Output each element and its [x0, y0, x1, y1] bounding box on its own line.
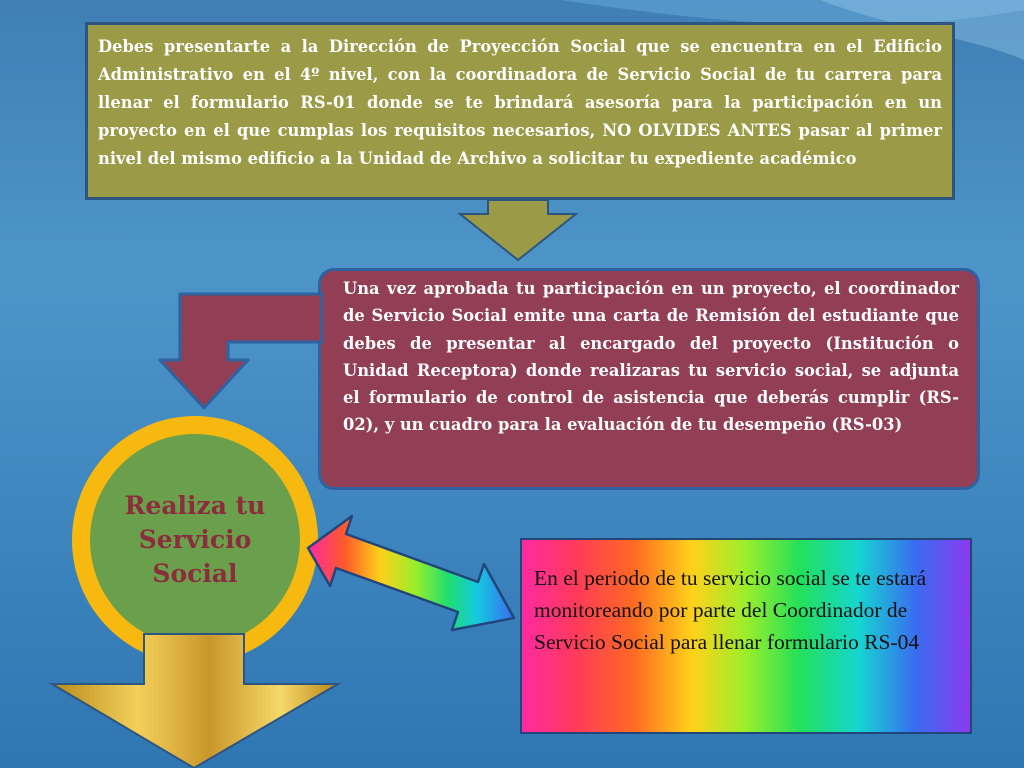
- service-circle-text: [125, 489, 266, 591]
- step2-text: Una vez aprobada tu participación en un proyecto, el coordinador de Servicio Social emite una carta de Remisión del estudiante que debes de presentar al encargado del proyecto (Institución o Unidad Receptora) donde realizaras tu servicio social, se adjunta el formulario de control de asistencia que deberás cumplir (RS-02), y un cuadro para la evaluación de tu desempeño (RS-03): [343, 279, 959, 435]
- step3-text-box: [520, 538, 972, 734]
- step1-text-box: [85, 22, 955, 200]
- circle-line-2: Servicio: [138, 525, 252, 554]
- bent-arrow-maroon: [158, 290, 324, 412]
- rainbow-double-arrow: [300, 512, 520, 642]
- step3-text: En el periodo de tu servicio social se te estará monitoreando por parte del Coordinador de Servicio Social para llenar formulario RS-04: [534, 566, 927, 654]
- step1-text: Debes presentarte a la Dirección de Proyección Social que se encuentra en el Edificio Administrativo en el 4º nivel, con la coordinadora de Servicio Social de tu carrera para llenar el formulario RS-01 donde se te brindará asesoría para la participación en un proyecto en el que cumplas los requisitos necesarios, NO OLVIDES ANTES pasar al primer nivel del mismo edificio a la Unidad de Archivo a solicitar tu expediente académico: [98, 37, 942, 168]
- circle-line-3: Social: [152, 559, 238, 588]
- down-arrow-gold: [48, 632, 342, 768]
- down-arrow-olive: [456, 200, 580, 262]
- step2-text-box: [318, 268, 980, 490]
- service-circle: [72, 416, 318, 664]
- circle-line-1: Realiza tu: [124, 491, 266, 520]
